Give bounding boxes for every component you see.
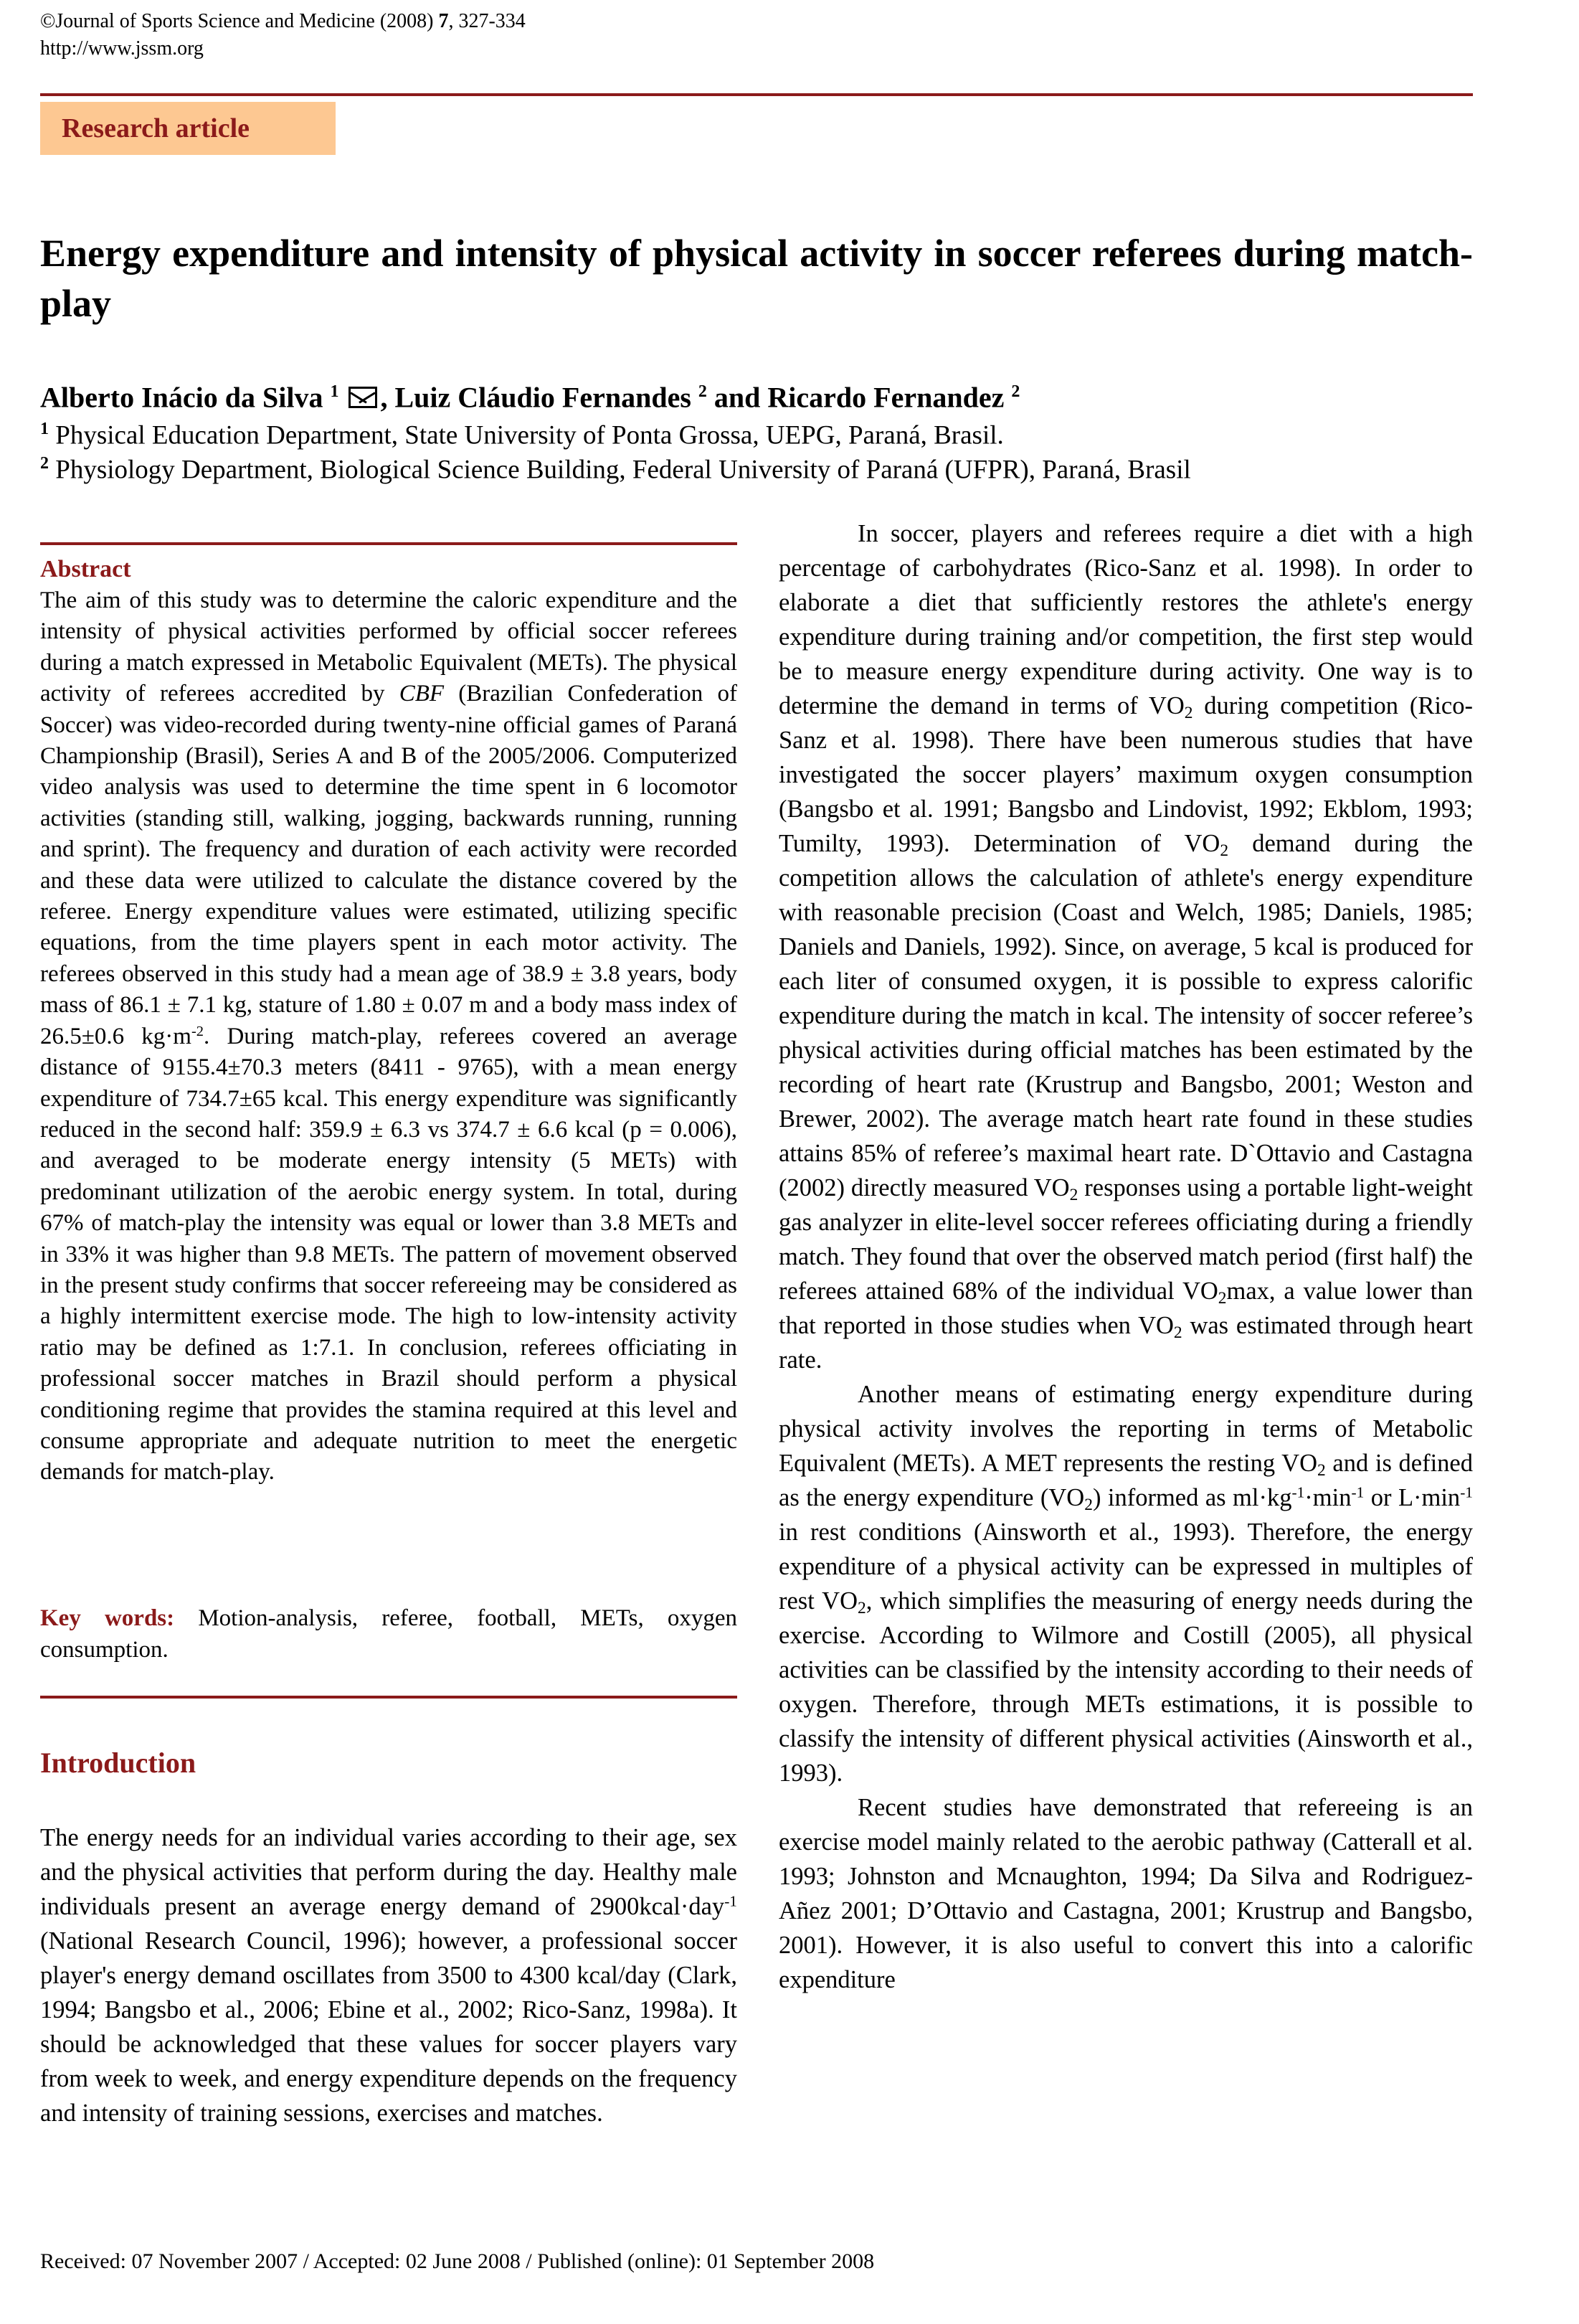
affiliation: $^2$ Physiology Department, Biological Science Building, Federal University of Paraná (UFPR), Paraná, Brasil <box>40 454 1191 485</box>
abstract-top-rule <box>40 542 737 545</box>
author-list: Alberto Inácio da Silva $^1$ , Luiz Cláudio Fernandes $^2$ and Ricardo Fernandez $^2$ <box>40 381 1020 414</box>
introduction-body: The energy needs for an individual varies according to their age, sex and the physical activities that perform during the day. Healthy male individuals present an average energy demand of 2900kcal·day$^{-1}$ (National Research Council, 1996); however, a professional soccer player's energy demand oscillates from 3500 to 4300 kcal/day (Clark, 1994; Bangsbo et al., 2006; Ebine et al., 2002; Rico-Sanz, 1998a). It should be acknowledged that these values for soccer players vary from week to week, and energy expenditure depends on the frequency and intensity of training sessions, exercises and matches. <box>40 1824 737 2127</box>
abstract-heading: Abstract <box>40 556 131 582</box>
header-rule <box>40 93 1473 96</box>
journal-url[interactable]: http://www.jssm.org <box>40 37 204 60</box>
author-name: Luiz Cláudio Fernandes <box>394 381 691 414</box>
author-name: Ricardo Fernandez <box>767 381 1005 414</box>
paragraph: Recent studies have demonstrated that refereeing is an exercise model mainly related to the aerobic pathway (Catterall et al. 1993; Johnston and Mcnaughton, 1994; Da Silva and Rodriguez-Añez 2001; D’Ottavio and Castagna, 2001; Krustrup and Bangsbo, 2001). However, it is also useful to convert this into a calorific expenditure <box>779 1794 1473 1993</box>
article-title: Energy expenditure and intensity of physical activity in soccer referees during match-play <box>40 232 1473 325</box>
abstract-body: The aim of this study was to determine the caloric expenditure and the intensity of physical activities performed by official soccer referees during a match expressed in Metabolic Equivalent (METs). The physical activity of referees accredited by CBF (Brazilian Confederation of Soccer) was video-recorded during twenty-nine official games of Paraná Championship (Brasil), Series A and B of the 2005/2006. Computerized video analysis was used to determine the time spent in 6 locomotor activities (standing still, walking, jogging, backwards running, running and sprint). The frequency and duration of each activity were recorded and these data were utilized to calculate the distance covered by the referee. Energy expenditure values were estimated, utilizing specific equations, from the time players spent in each motor activity. The referees observed in this study had a mean age of 38.9 ± 3.8 years, body mass of 86.1 ± 7.1 kg, stature of 1.80 ± 0.07 m and a body mass index of 26.5±0.6 $kg\cdot m^{-2}$. During match-play, referees covered an average distance of 9155.4±70.3 meters (8411 - 9765), with a mean energy expenditure of 734.7±65 kcal. This energy expenditure was significantly reduced in the second half: 359.9 ± 6.3 vs 374.7 ± 6.6 kcal (p = 0.006), and averaged to be moderate energy intensity (5 METs) with predominant utilization of the aerobic energy system. In total, during 67% of match-play the intensity was equal or lower than 3.8 METs and in 33% it was higher than 9.8 METs. The pattern of movement observed in the present study confirms that soccer refereeing may be considered as a highly intermittent exercise mode. The high to low-intensity activity ratio may be defined as 1:7.1. In conclusion, referees officiating in professional soccer matches in Brazil should perform a physical conditioning regime that provides the stamina required at this level and consume appropriate and adequate nutrition to meet the energetic demands for match-play. <box>40 587 737 1485</box>
keywords-bottom-rule <box>40 1696 737 1699</box>
journal-citation: ©Journal of Sports Science and Medicine (2008) 7, 327-334 <box>40 10 526 32</box>
affiliation: $^1$ Physical Education Department, State University of Ponta Grossa, UEPG, Paraná, Brasil. <box>40 420 1004 450</box>
publication-dates: Received: 07 November 2007 / Accepted: 02 June 2008 / Published (online): 01 September 2008 <box>40 2249 875 2273</box>
introduction-heading: Introduction <box>40 1747 196 1779</box>
email-icon[interactable] <box>348 387 377 408</box>
article-type-badge <box>40 102 336 155</box>
right-column-body <box>779 516 1473 1997</box>
article-type-label: Research article <box>62 113 250 143</box>
abstract-section <box>40 554 737 1488</box>
keywords: Key words: Motion-analysis, referee, football, METs, oxygen consumption. <box>40 1605 738 1663</box>
paragraph: Another means of estimating energy expenditure during physical activity involves the reporting in terms of Metabolic Equivalent (METs). A MET represents the resting $VO_2$ and is defined as the energy expenditure $(VO_2)$ informed as $ml\cdot kg^{-1}\cdot\min^{-1}$ or $L\cdot\min^{-1}$ in rest conditions (Ainsworth et al., 1993). Therefore, the energy expenditure of a physical activity can be expressed in multiples of rest $VO_2$, which simplifies the measuring of energy needs during the exercise. According to Wilmore and Costill (2005), all physical activities can be classified by the intensity according to their needs of oxygen. Therefore, through METs estimations, it is possible to classify the intensity of different physical activities (Ainsworth et al., 1993). <box>779 1381 1473 1787</box>
paragraph: In soccer, players and referees require a diet with a high percentage of carbohydrates (Rico-Sanz et al. 1998). In order to elaborate a diet that sufficiently restores the athlete's energy expenditure during training and/or competition, the first step would be to measure energy expenditure during activity. One way is to determine the demand in terms of $VO_2$ during competition (Rico-Sanz et al. 1998). There have been numerous studies that have investigated the soccer players’ maximum oxygen consumption (Bangsbo et al. 1991; Bangsbo and Lindovist, 1992; Ekblom, 1993; Tumilty, 1993). Determination of $VO_2$ demand during the competition allows the calculation of athlete's energy expenditure with reasonable precision (Coast and Welch, 1985; Daniels, 1985; Daniels and Daniels, 1992). Since, on average, 5 kcal is produced for each liter of consumed oxygen, it is possible to express calorific expenditure during the match in kcal. The intensity of soccer referee’s physical activities during official matches has been estimated by the recording of heart rate (Krustrup and Bangsbo, 2001; Weston and Brewer, 2002). The average match heart rate found in these studies attains 85% of referee’s maximal heart rate. D`Ottavio and Castagna (2002) directly measured $VO_2$ responses using a portable light-weight gas analyzer in elite-level soccer referees officiating during a friendly match. They found that over the observed match period (first half) the referees attained 68% of the individual $VO_2\max$, a value lower than that reported in those studies when $VO_2$ was estimated through heart rate. <box>779 520 1474 1374</box>
author-name: Alberto Inácio da Silva <box>40 381 323 414</box>
